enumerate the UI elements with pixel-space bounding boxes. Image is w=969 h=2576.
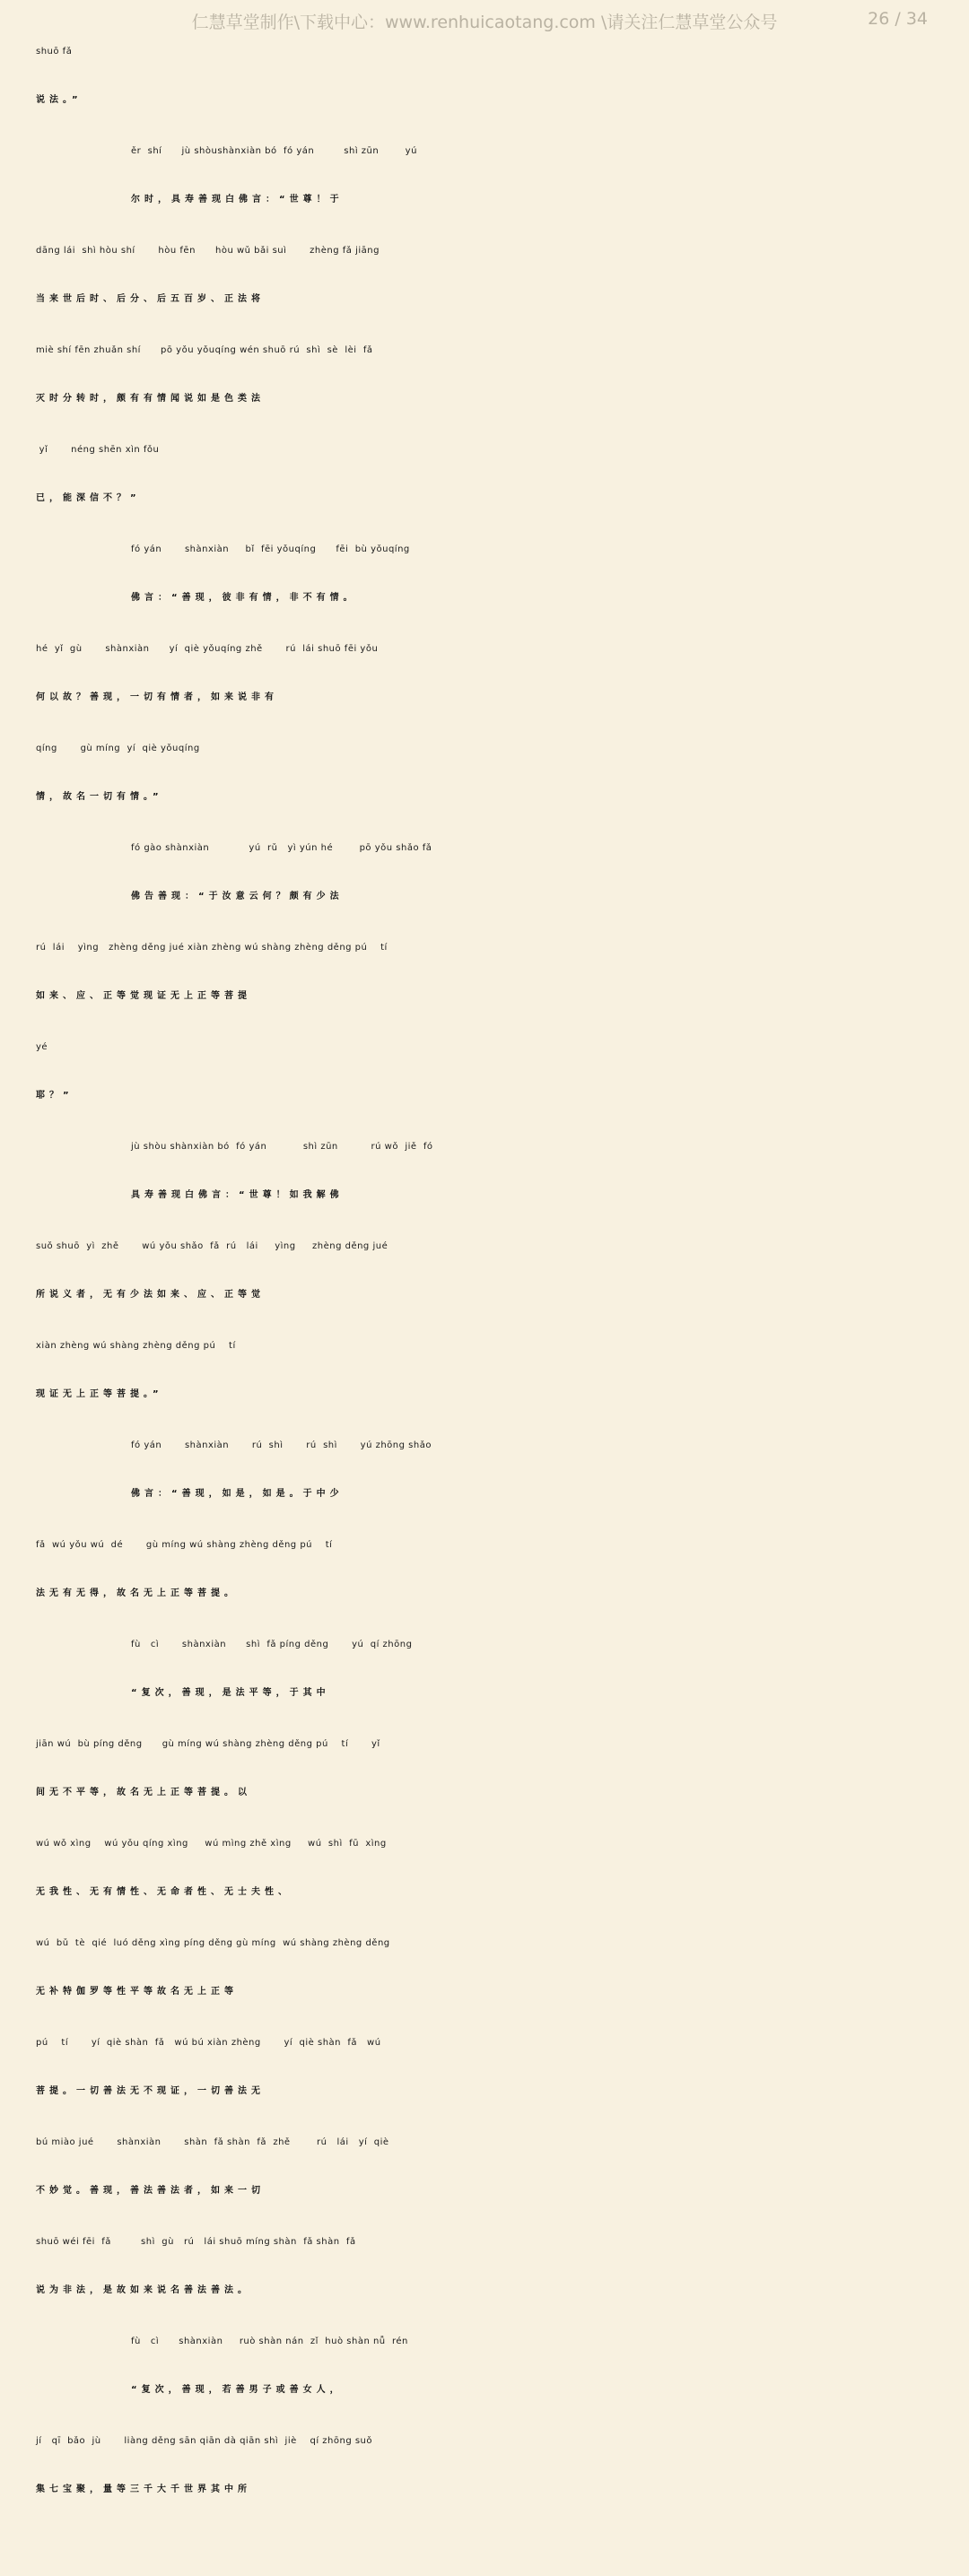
hanzi-line: 已，能深信不？” — [36, 493, 141, 503]
pinyin-line: rú lái yìng zhèng děng jué xiàn zhèng wú shàng zhèng děng pú tí — [36, 943, 388, 953]
hanzi-line: 耶？” — [36, 1091, 74, 1101]
pinyin-line: fǎ wú yǒu wú dé gù míng wú shàng zhèng děng pú tí — [36, 1540, 333, 1550]
text-line — [0, 1330, 969, 1430]
pinyin-line: shuō fǎ — [36, 47, 73, 57]
hanzi-line: 间无不平等，故名无上正等菩提。以 — [36, 1788, 251, 1797]
pinyin-line: jù shòu shànxiàn bó fó yán shì zūn rú wǒ jiě fó — [131, 1142, 433, 1152]
hanzi-line: 尔时，具寿善现白佛言：“世尊！于 — [131, 195, 344, 205]
pinyin-line: qíng gù míng yí qiè yǒuqíng — [36, 744, 200, 753]
text-line — [0, 2425, 969, 2525]
hanzi-line: 佛言：“善现，如是，如是。于中少 — [131, 1489, 344, 1499]
text-line — [0, 335, 969, 434]
pinyin-line: fù cì shànxiàn ruò shàn nán zǐ huò shàn nǚ rén — [131, 2337, 408, 2346]
hanzi-line: 佛告善现：“于汝意云何？颇有少法 — [131, 892, 344, 901]
pinyin-line: yé — [36, 1042, 48, 1052]
pinyin-line: fù cì shànxiàn shì fǎ píng děng yú qí zhōng — [131, 1640, 413, 1649]
text-line — [0, 2027, 969, 2127]
pinyin-line: suǒ shuō yì zhě wú yǒu shǎo fǎ rú lái yìng zhèng děng jué — [36, 1241, 388, 1251]
hanzi-line: 所说义者，无有少法如来、应、正等觉 — [36, 1290, 265, 1300]
hanzi-line: 法无有无得，故名无上正等菩提。 — [36, 1588, 238, 1598]
hanzi-line: 菩提。一切善法无不现证，一切善法无 — [36, 2086, 265, 2096]
hanzi-line: 情，故名一切有情。” — [36, 792, 163, 802]
text-line — [0, 733, 969, 832]
pinyin-line: fó yán shànxiàn bǐ fēi yǒuqíng fēi bù yǒuqíng — [131, 544, 410, 554]
hanzi-line: 现证无上正等菩提。” — [36, 1389, 163, 1399]
hanzi-line: 具寿善现白佛言：“世尊！如我解佛 — [131, 1190, 344, 1200]
pinyin-line: fó gào shànxiàn yú rǔ yì yún hé pō yǒu shǎo fǎ — [131, 843, 432, 853]
pinyin-line: ěr shí jù shòushànxiàn bó fó yán shì zūn yú — [131, 146, 417, 156]
hanzi-line: 灭时分转时，颇有有情闻说如是色类法 — [36, 394, 265, 404]
pinyin-line: wú bǔ tè qié luó děng xìng píng děng gù míng wú shàng zhèng děng — [36, 1938, 390, 1948]
pinyin-line: miè shí fēn zhuǎn shí pō yǒu yǒuqíng wén shuō rú shì sè lèi fǎ — [36, 345, 373, 355]
pinyin-line: pú tí yí qiè shàn fǎ wú bú xiàn zhèng yí qiè shàn fǎ wú — [36, 2038, 381, 2048]
pinyin-line: dāng lái shì hòu shí hòu fēn hòu wǔ bǎi suì zhèng fǎ jiāng — [36, 246, 380, 256]
text-line — [0, 2226, 969, 2326]
pinyin-line: yǐ néng shēn xìn fǒu — [36, 445, 160, 455]
scripture-text — [0, 36, 969, 2525]
text-line — [0, 1131, 969, 1231]
pinyin-line: fó yán shànxiàn rú shì rú shì yú zhōng shǎo — [131, 1440, 432, 1450]
text-line — [0, 1031, 969, 1131]
hanzi-line: 佛言：“善现，彼非有情，非不有情。 — [131, 593, 357, 603]
text-line — [0, 1231, 969, 1330]
text-line — [0, 534, 969, 633]
text-line — [0, 434, 969, 534]
text-line — [0, 1828, 969, 1928]
hanzi-line: 说法。” — [36, 95, 83, 105]
hanzi-line: 如来、应、正等觉现证无上正等菩提 — [36, 991, 251, 1001]
text-line — [0, 832, 969, 932]
hanzi-line: “复次，善现，若善男子或善女人， — [131, 2385, 344, 2395]
pinyin-line: hé yǐ gù shànxiàn yí qiè yǒuqíng zhě rú lái shuō fēi yǒu — [36, 644, 379, 654]
hanzi-line: 无我性、无有情性、无命者性、无士夫性、 — [36, 1887, 292, 1897]
page-number: 26 / 34 — [868, 9, 928, 29]
text-line — [0, 235, 969, 335]
text-line — [0, 1629, 969, 1728]
hanzi-line: 无补特伽罗等性平等故名无上正等 — [36, 1987, 238, 1997]
hanzi-line: 不妙觉。善现，善法善法者，如来一切 — [36, 2186, 265, 2196]
hanzi-line: “复次，善现，是法平等，于其中 — [131, 1688, 330, 1698]
pinyin-line: xiàn zhèng wú shàng zhèng děng pú tí — [36, 1341, 236, 1351]
pinyin-line: bú miào jué shànxiàn shàn fǎ shàn fǎ zhě rú lái yí qiè — [36, 2137, 389, 2147]
hanzi-line: 当来世后时、后分、后五百岁、正法将 — [36, 294, 265, 304]
text-line — [0, 1529, 969, 1629]
pinyin-line: shuō wéi fēi fǎ shì gù rú lái shuō míng shàn fǎ shàn fǎ — [36, 2237, 356, 2247]
text-line — [0, 2326, 969, 2425]
text-line — [0, 932, 969, 1031]
pinyin-line: jí qī bǎo jù liàng děng sān qiān dà qiān shì jiè qí zhōng suǒ — [36, 2436, 373, 2446]
hanzi-line: 何以故？善现，一切有情者，如来说非有 — [36, 692, 278, 702]
text-line — [0, 1928, 969, 2027]
text-line — [0, 1728, 969, 1828]
text-line — [0, 1430, 969, 1529]
text-line — [0, 2127, 969, 2226]
hanzi-line: 说为非法，是故如来说名善法善法。 — [36, 2285, 251, 2295]
text-line — [0, 36, 969, 135]
pinyin-line: jiān wú bù píng děng gù míng wú shàng zhèng děng pú tí yǐ — [36, 1739, 380, 1749]
header-title: 仁慧草堂制作\下载中心：www.renhuicaotang.com \请关注仁慧草堂公众号 — [191, 13, 778, 32]
hanzi-line: 集七宝聚，量等三千大千世界其中所 — [36, 2485, 251, 2494]
text-line — [0, 135, 969, 235]
pinyin-line: wú wǒ xìng wú yǒu qíng xìng wú mìng zhě xìng wú shì fū xìng — [36, 1839, 387, 1849]
text-line — [0, 633, 969, 733]
